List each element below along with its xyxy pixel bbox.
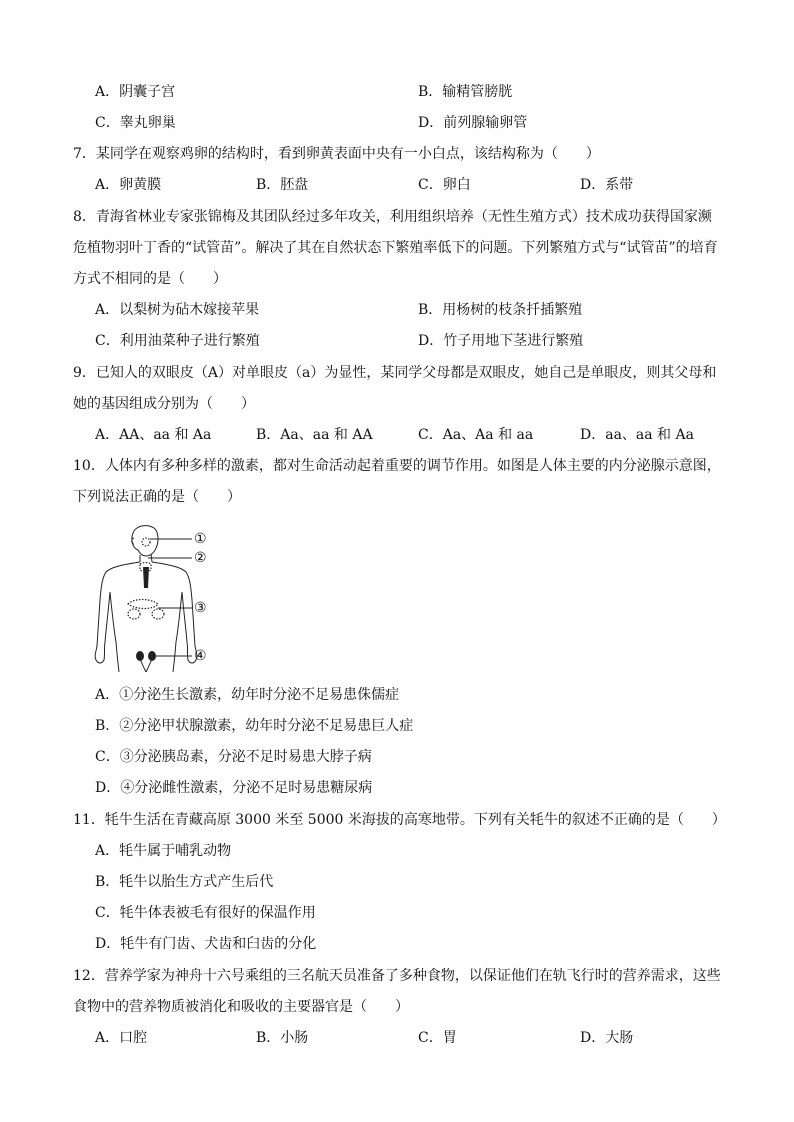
question-8-stem-line1: 8．青海省林业专家张锦梅及其团队经过多年攻关，利用组织培养（无性生殖方式）技术成功获得国家濒 [73,209,712,225]
question-9-stem-line1: 9．已知人的双眼皮（A）对单眼皮（a）为显性，某同学父母都是双眼皮，她自己是单眼皮，则其父母和 [73,365,717,381]
q8-option-b: B．用杨树的枝条扦插繁殖 [418,302,583,318]
q9-option-d: D．aa、aa 和 Aa [580,427,694,443]
q11-option-b: B．牦牛以胎生方式产生后代 [95,874,274,890]
option-prev-d: D．前列腺输卵管 [418,115,528,131]
q9-option-b: B．Aa、aa 和 AA [256,427,373,443]
question-9-stem-line2: 她的基因组成分别为（ ） [73,396,255,412]
q11-option-c: C．牦牛体表被毛有很好的保温作用 [95,905,316,921]
q7-option-c: C．卵白 [418,177,471,193]
q8-option-c: C．利用油菜种子进行繁殖 [95,333,260,349]
question-10-stem-line2: 下列说法正确的是（ ） [73,489,241,505]
figure-label-3: ③ [194,600,207,616]
question-11-stem: 11．牦牛生活在青藏高原 3000 米至 5000 米海拔的高寒地带。下列有关牦牛的叙述不正确的是（ ） [73,812,726,828]
option-prev-a: A．阴囊子宫 [95,84,176,100]
figure-label-1: ① [194,531,207,547]
q10-option-d: D．④分泌雌性激素，分泌不足时易患糖尿病 [95,780,373,796]
question-8-stem-line2: 危植物羽叶丁香的“试管苗”。解决了其在自然状态下繁殖率低下的问题。下列繁殖方式与“试管苗”的培育 [73,240,718,256]
question-8-stem-line3: 方式不相同的是（ ） [73,271,227,287]
figure-label-2: ② [194,550,207,566]
q10-option-a: A．①分泌生长激素，幼年时分泌不足易患侏儒症 [95,687,400,703]
q10-option-c: C．③分泌胰岛素，分泌不足时易患大脖子病 [95,749,372,765]
q11-option-a: A．牦牛属于哺乳动物 [95,843,232,859]
question-7-stem: 7．某同学在观察鸡卵的结构时，看到卵黄表面中央有一小白点，该结构称为（ ） [73,146,600,162]
q11-option-d: D．牦牛有门齿、犬齿和臼齿的分化 [95,936,317,952]
figure-label-4: ④ [194,648,207,664]
question-10-stem-line1: 10．人体内有多种多样的激素，都对生命活动起着重要的调节作用。如图是人体主要的内分泌腺示意图， [73,458,721,474]
question-12-stem-line1: 12．营养学家为神舟十六号乘组的三名航天员准备了多种食物，以保证他们在轨飞行时的营养需求，这些 [73,968,721,984]
q7-option-a: A．卵黄膜 [95,177,162,193]
q12-option-c: C．胃 [418,1030,457,1046]
endocrine-gland-diagram [88,522,224,672]
q10-option-b: B．②分泌甲状腺激素，幼年时分泌不足易患巨人症 [95,718,414,734]
q8-option-a: A．以梨树为砧木嫁接苹果 [95,302,260,318]
q8-option-d: D．竹子用地下茎进行繁殖 [418,333,584,349]
q7-option-d: D．系带 [580,177,634,193]
q12-option-b: B．小肠 [256,1030,309,1046]
q9-option-a: A．AA、aa 和 Aa [95,427,212,443]
question-12-stem-line2: 食物中的营养物质被消化和吸收的主要器官是（ ） [73,999,409,1015]
q12-option-a: A．口腔 [95,1030,148,1046]
q9-option-c: C．Aa、Aa 和 aa [418,427,534,443]
option-prev-c: C．睾丸卵巢 [95,115,176,131]
option-prev-b: B．输精管膀胱 [418,84,513,100]
q7-option-b: B．胚盘 [256,177,309,193]
q12-option-d: D．大肠 [580,1030,634,1046]
